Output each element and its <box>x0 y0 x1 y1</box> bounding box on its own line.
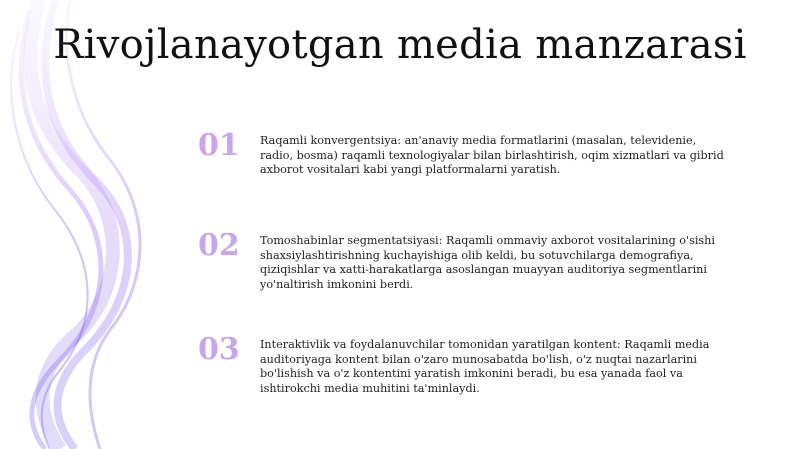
item-text: Interaktivlik va foydalanuvchilar tomonidan yaratilgan kontent: Raqamli media auditoriyaga kontent bilan o'zaro munosabatda bo'lish, o'z nuqtai nazarlarini bo'lishish va o'z kontentini yaratish imkonini beradi, bu esa yanada faol va ishtirokchi media muhitini ta'minlaydi. <box>260 338 710 395</box>
item-text: Raqamli konvergentsiya: an'anaviy media formatlarini (masalan, televidenie, radio, bosma) raqamli texnologiyalar bilan birlashtirish, oqim xizmatlari va gibrid axborot vositalari kabi yangi platformalarni yaratish. <box>260 134 724 177</box>
slide-title: Rivojlanayotgan media manzarasi <box>53 22 747 68</box>
item-number: 03 <box>198 332 240 367</box>
item-text: Tomoshabinlar segmentatsiyasi: Raqamli ommaviy axborot vositalarining o'sishi shaxsiylashtirishning kuchayishiga olib keldi, bu sotuvchilarga demografiya, qiziqishlar va xatti-harakatlarga asoslangan muayyan auditoriya segmentlarini yo'naltirish imkonini berdi. <box>260 234 715 291</box>
item-number: 01 <box>198 128 240 163</box>
item-number: 02 <box>198 228 240 263</box>
